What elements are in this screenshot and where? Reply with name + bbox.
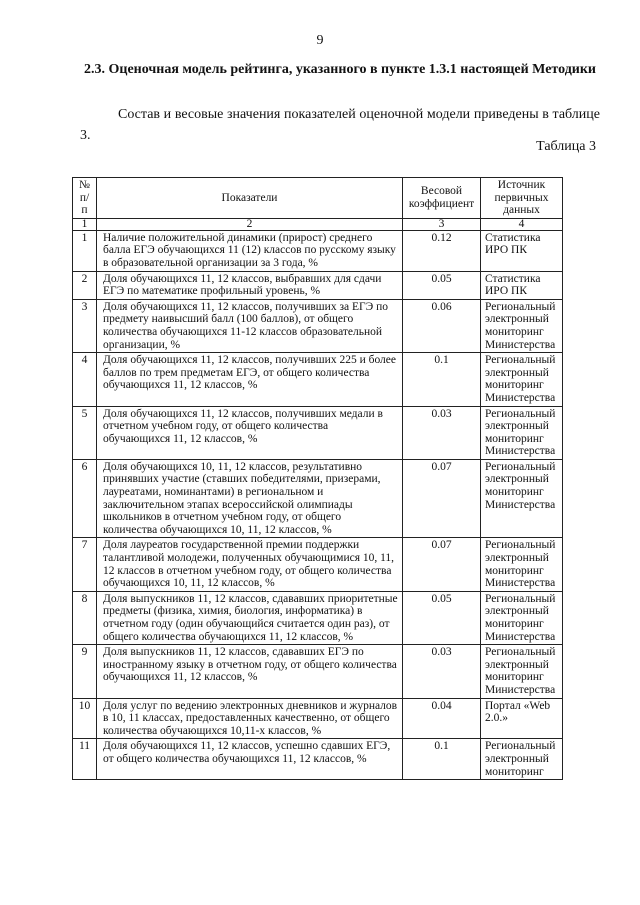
header-indicator: Показатели [97, 178, 403, 219]
row-source: Статистика ИРО ПК [481, 230, 563, 271]
row-source: Региональный электронный мониторинг Министерства [481, 299, 563, 352]
row-indicator: Доля обучающихся 11, 12 классов, получивших за ЕГЭ по предмету наивысший балл (100 баллов), от общего количества обучающихся 11-12 классов образовательной организации, % [97, 299, 403, 352]
column-index: 3 [403, 218, 481, 230]
intro-paragraph: Состав и весовые значения показателей оценочной модели приведены в таблице 3. [80, 107, 600, 143]
row-indicator: Доля обучающихся 11, 12 классов, получивших медали в отчетном учебном году, от общего количества обучающихся 11, 12 классов, % [97, 406, 403, 459]
table-row [73, 698, 563, 739]
row-source: Региональный электронный мониторинг Министерства [481, 538, 563, 591]
row-weight: 0.1 [403, 353, 481, 406]
row-number: 1 [73, 230, 97, 271]
column-index: 2 [97, 218, 403, 230]
row-source: Региональный электронный мониторинг Министерства [481, 591, 563, 644]
header-num: № п/п [73, 178, 97, 219]
column-index-row [73, 218, 563, 230]
row-source: Региональный электронный мониторинг Министерства [481, 353, 563, 406]
header-source: Источник первичных данных [481, 178, 563, 219]
row-source: Региональный электронный мониторинг Министерства [481, 645, 563, 698]
table-row [73, 353, 563, 406]
table-row [73, 299, 563, 352]
column-index: 4 [481, 218, 563, 230]
row-weight: 0.03 [403, 406, 481, 459]
row-weight: 0.05 [403, 591, 481, 644]
table-row [73, 645, 563, 698]
row-number: 2 [73, 271, 97, 299]
row-indicator: Доля выпускников 11, 12 классов, сдававших ЕГЭ по иностранному языку в отчетном году, от общего количества обучающихся 11, 12 классов, % [97, 645, 403, 698]
table-row [73, 406, 563, 459]
row-weight: 0.06 [403, 299, 481, 352]
table-row [73, 739, 563, 780]
row-indicator: Наличие положительной динамики (прирост) среднего балла ЕГЭ обучающихся 11 (12) классов по русскому языку в образовательной организации за 3 года, % [97, 230, 403, 271]
page-number: 9 [316, 33, 324, 48]
row-weight: 0.07 [403, 459, 481, 538]
row-indicator: Доля выпускников 11, 12 классов, сдававших приоритетные предметы (физика, химия, биология, информатика) в отчетном году (один обучающийся считается один раз), от общего количества обучающихся 11, 12 классов, % [97, 591, 403, 644]
row-indicator: Доля обучающихся 10, 11, 12 классов, результативно принявших участие (ставших победителями, призерами, лауреатами, номинантами) в региональном и заключительном этапах всероссийской олимпиады школьников в отчетном учебном году, от общего количества обучающихся 10, 11, 12 классов, % [97, 459, 403, 538]
row-weight: 0.1 [403, 739, 481, 780]
row-number: 10 [73, 698, 97, 739]
row-source: Региональный электронный мониторинг Министерства [481, 459, 563, 538]
row-number: 9 [73, 645, 97, 698]
row-source: Портал «Web 2.0.» [481, 698, 563, 739]
header-weight: Весовой коэффициент [403, 178, 481, 219]
table-row [73, 591, 563, 644]
table-row [73, 271, 563, 299]
row-weight: 0.03 [403, 645, 481, 698]
row-weight: 0.05 [403, 271, 481, 299]
row-weight: 0.04 [403, 698, 481, 739]
indicators-table [72, 177, 563, 780]
table-row [73, 459, 563, 538]
row-source: Статистика ИРО ПК [481, 271, 563, 299]
row-number: 4 [73, 353, 97, 406]
row-indicator: Доля обучающихся 11, 12 классов, выбравших для сдачи ЕГЭ по математике профильный уровень, % [97, 271, 403, 299]
row-indicator: Доля обучающихся 11, 12 классов, успешно сдавших ЕГЭ, от общего количества обучающихся 11, 12 классов, % [97, 739, 403, 780]
row-number: 11 [73, 739, 97, 780]
row-source: Региональный электронный мониторинг [481, 739, 563, 780]
table-row [73, 538, 563, 591]
section-title: 2.3. Оценочная модель рейтинга, указанного в пункте 1.3.1 настоящей Методики [83, 62, 596, 77]
row-number: 8 [73, 591, 97, 644]
row-number: 3 [73, 299, 97, 352]
row-indicator: Доля обучающихся 11, 12 классов, получивших 225 и более баллов по трем предметам ЕГЭ, от общего количества обучающихся 11, 12 классов, % [97, 353, 403, 406]
table-row [73, 230, 563, 271]
row-source: Региональный электронный мониторинг Министерства [481, 406, 563, 459]
table-caption: Таблица 3 [536, 139, 596, 154]
row-indicator: Доля лауреатов государственной премии поддержки талантливой молодежи, полученных обучающимися 10, 11, 12 классов в отчетном учебном году, от общего количества обучающихся 10, 11, 12 классов, % [97, 538, 403, 591]
row-number: 5 [73, 406, 97, 459]
row-number: 7 [73, 538, 97, 591]
row-number: 6 [73, 459, 97, 538]
row-indicator: Доля услуг по ведению электронных дневников и журналов в 10, 11 классах, предоставленных качественно, от общего количества обучающихся 10,11-х классов, % [97, 698, 403, 739]
row-weight: 0.12 [403, 230, 481, 271]
column-index: 1 [73, 218, 97, 230]
row-weight: 0.07 [403, 538, 481, 591]
